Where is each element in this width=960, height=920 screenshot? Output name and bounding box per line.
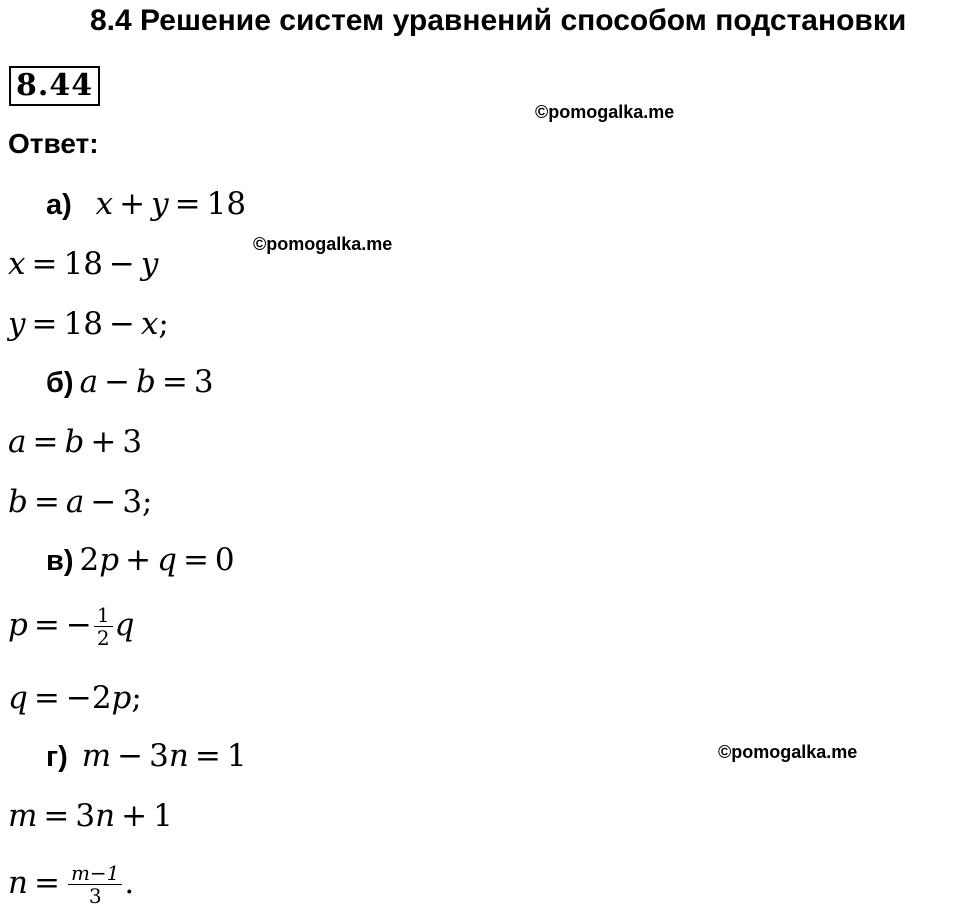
part-g-label: г) bbox=[46, 741, 68, 773]
part-a-line-1: x = 18 − y bbox=[8, 246, 159, 282]
part-b-label: б) bbox=[46, 367, 74, 399]
watermark: ©pomogalka.me bbox=[718, 742, 858, 762]
page-title: 8.4 Решение систем уравнений способом подстановки bbox=[90, 4, 907, 37]
part-g-equation: г) m − 3n = 1 bbox=[46, 738, 247, 774]
part-g-line-1: m = 3n + 1 bbox=[8, 798, 173, 834]
fraction-m-minus-1-over-3: $\frac{m-1}{3}$ bbox=[68, 862, 122, 907]
part-a-line-2: y = 18 − x; bbox=[8, 306, 169, 342]
fraction-one-half: $\frac{1}{2}$ bbox=[94, 604, 113, 649]
watermark: ©pomogalka.me bbox=[253, 234, 393, 254]
watermark: ©pomogalka.me bbox=[535, 102, 675, 122]
part-g-line-2: n = $\frac{m-1}{3}$ . bbox=[8, 861, 135, 908]
part-b-equation: б) a − b = 3 bbox=[46, 364, 214, 400]
part-a-equation: а) x + y = 18 bbox=[46, 186, 247, 222]
part-b-line-1: a = b + 3 bbox=[8, 424, 143, 460]
part-v-line-2: q = −2p; bbox=[8, 680, 142, 716]
answer-label: Ответ: bbox=[8, 128, 99, 159]
part-b-line-2: b = a − 3; bbox=[8, 484, 153, 520]
part-v-label: в) bbox=[46, 545, 74, 577]
part-v-line-1: p = − $\frac{1}{2}$ q bbox=[8, 603, 135, 650]
part-a-label: а) bbox=[46, 189, 72, 221]
task-number: 8.44 bbox=[9, 66, 100, 106]
part-v-equation: в) 2p + q = 0 bbox=[46, 542, 235, 578]
